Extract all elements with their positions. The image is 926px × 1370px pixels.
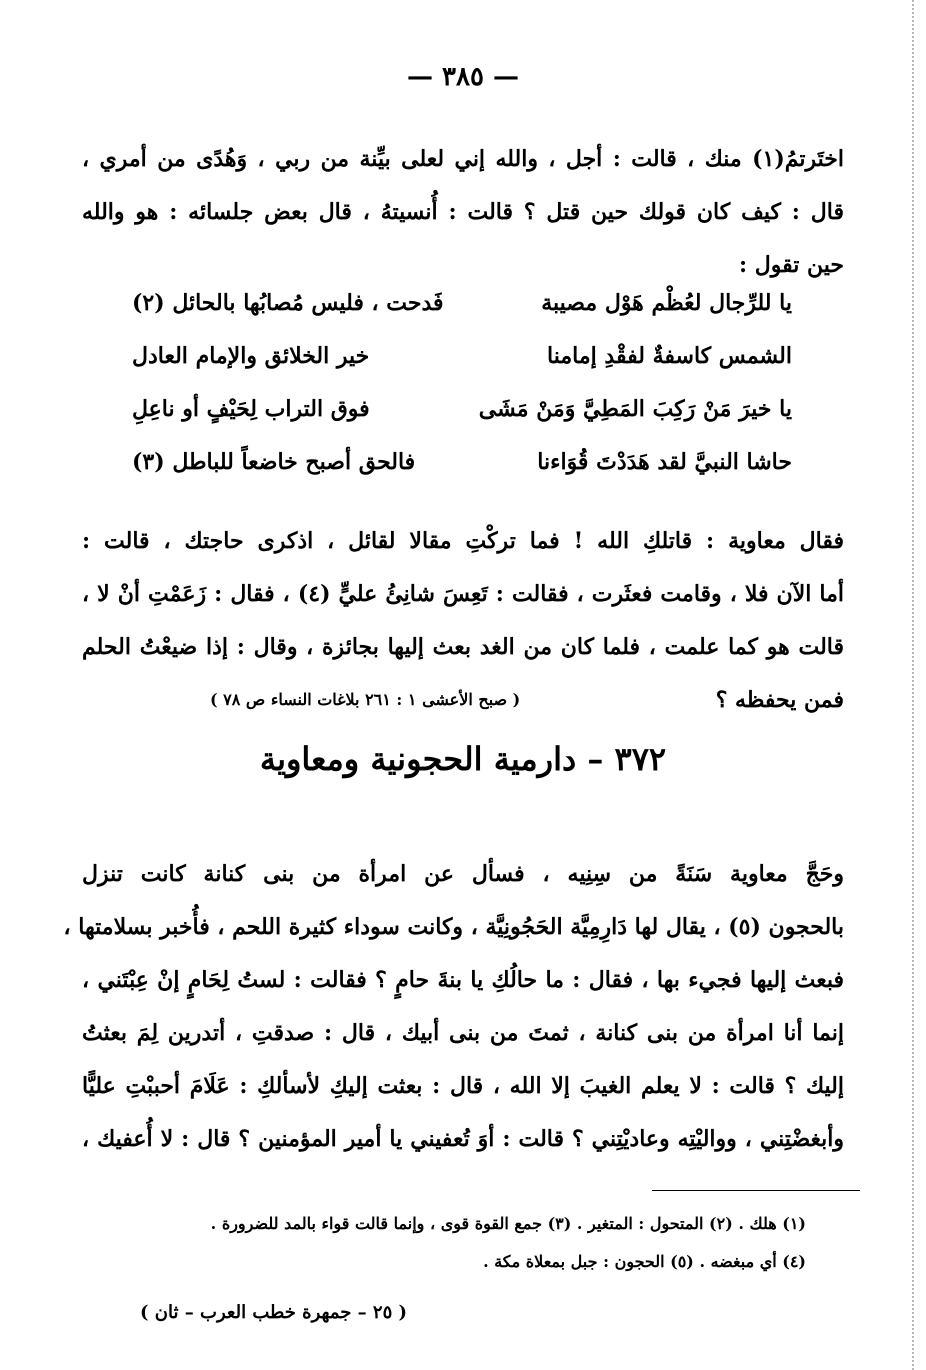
verse-line <box>132 396 792 454</box>
text-line: فقال معاوية : قاتلكِ الله ! فما تركْتِ مقالا لقائل ، اذكرى حاجتك ، قالت : <box>82 528 844 554</box>
source-citation: ( صبح الأعشى ١ : ٢٦١ بلاغات النساء ص ٧٨ ) <box>210 690 521 709</box>
verse-second-hemistich: فوق التراب لِحَيْفٍ أو ناعِلِ <box>132 396 370 422</box>
text-line: وحَجَّ معاوية سَنَةً من سِنِيه ، فسأل عن امرأة من بنى كنانة كانت تنزل <box>82 861 844 887</box>
text-line: بالحجون (٥) ، يقال لها دَارِمِيَّة الحَجُونِيَّة ، وكانت سوداء كثيرة اللحم ، فأُخبر بسلامتها ، <box>63 914 844 940</box>
verse-first-hemistich: يا للرِّجال لعُظْم هَوْل مصيبة <box>541 290 792 316</box>
verse-line <box>132 290 792 348</box>
text-line: وأبغضْتِني ، وواليْتِه وعاديْتِني ؟ قالت : أوَ تُعفيني يا أمير المؤمنين ؟ قال : لا أُعفيك ، <box>82 1126 844 1152</box>
text-line: حين تقول : <box>738 252 844 278</box>
text-line: قال : كيف كان قولك حين قتل ؟ قالت : أُنسيتهُ ، قال بعض جلسائه : هو والله <box>82 199 844 225</box>
text-line: إنما أنا امرأة من بنى كنانة ، ثمتَ من بنى أبيك ، قال : صدقتِ ، أتدرين لِمَ بعثتُ <box>82 1020 844 1046</box>
text-line: أما الآن فلا ، وقامت فعثَرت ، فقالت : تَعِسَ شانِئُ عليٍّ (٤) ، فقال : زَعَمْتِ أنْ لا ، <box>82 581 844 607</box>
footnote-line: (١) هلك . (٢) المتحول : المتغير . (٣) جمع القوة قوى ، وإنما قالت قواء بالمد للضرورة . <box>210 1214 806 1233</box>
verse-second-hemistich: فالحق أصبح خاضعاً للباطل (٣) <box>132 449 416 475</box>
footnote-line: (٤) أي مبغضه . (٥) الحجون : جبل بمعلاة مكة . <box>483 1252 806 1271</box>
text-line: فبعث إليها فجيء بها ، فقال : ما حالُكِ يا بنةَ حامٍ ؟ فقالت : لستُ لِحَامٍ إنْ عِبْتَني ، <box>82 967 844 993</box>
section-title: ٣٧٢ – دارمية الحجونية ومعاوية <box>259 740 667 778</box>
text-line: قالت هو كما علمت ، فلما كان من الغد بعث إليها بجائزة ، وقال : إذا ضيعْتُ الحلم <box>82 634 844 660</box>
verse-line <box>132 449 792 507</box>
text-line: فمن يحفظه ؟ <box>715 687 844 713</box>
verse-first-hemistich: الشمس كاسفةٌ لفقْدِ إمامنا <box>547 343 792 369</box>
page-number: — ٣٨٥ — <box>406 62 520 92</box>
verse-first-hemistich: حاشا النبيَّ لقد هَدَدْتَ قُوَاءنا <box>537 449 792 475</box>
page-edge <box>912 0 926 1370</box>
page-footer: ( ٢٥ – جمهرة خطب العرب – ثان ) <box>140 1302 408 1323</box>
footnote-divider <box>652 1190 860 1191</box>
verse-second-hemistich: فَدحت ، فليس مُصابُها بالحائل (٢) <box>132 290 444 316</box>
verse-line <box>132 343 792 401</box>
verse-first-hemistich: يا خيرَ مَنْ رَكِبَ المَطِيَّ وَمَنْ مَشَى <box>478 396 792 422</box>
verse-second-hemistich: خير الخلائق والإمام العادل <box>132 343 370 369</box>
text-line: إليك ؟ قالت : لا يعلم الغيبَ إلا الله ، قال : بعثت إليكِ لأسألكِ : عَلَامَ أحببْتِ عليًّا <box>82 1073 844 1099</box>
text-line: اختَرتمُ(١) منك ، قالت : أجل ، والله إني لعلى بيِّنة من ربي ، وَهُدًى من أمري ، <box>82 146 844 172</box>
